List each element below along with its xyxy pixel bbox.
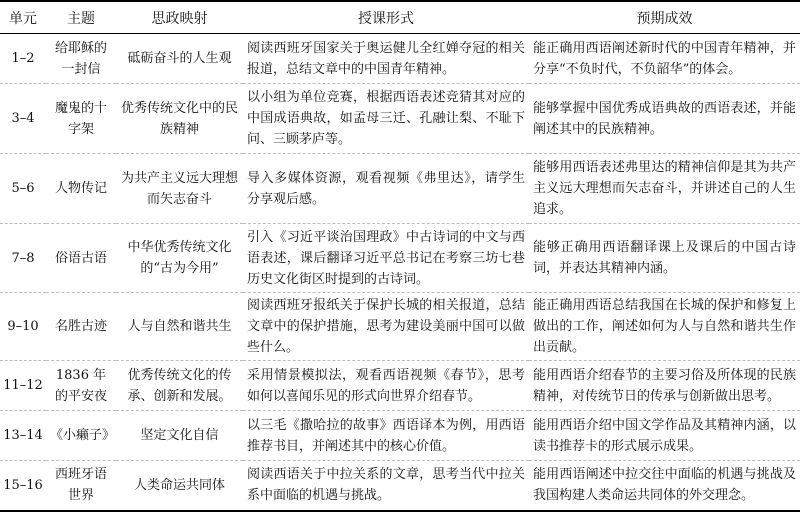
cell-ideology: 为共产主义远大理想而矢志奋斗: [116, 154, 243, 224]
cell-teaching-form: 以三毛《撒哈拉的故事》西语译本为例，用西语推荐书目，并阐述其中的核心价值。: [243, 411, 529, 461]
header-teaching-form: 授课形式: [243, 1, 529, 34]
header-outcome: 预期成效: [529, 1, 800, 34]
table-row: [0, 361, 800, 411]
table-row: [0, 411, 800, 461]
table-row: [0, 461, 800, 511]
cell-ideology: 砥砺奋斗的人生观: [116, 34, 243, 84]
table-row: [0, 293, 800, 361]
cell-outcome: 能够正确用西语翻译课上及课后的中国古诗词，并表达其精神内涵。: [529, 224, 800, 293]
cell-ideology: 中华优秀传统文化的“古为今用”: [116, 224, 243, 293]
cell-outcome: 能够掌握中国优秀成语典故的西语表述，并能阐述其中的民族精神。: [529, 84, 800, 154]
cell-theme: 魔鬼的十字架: [46, 84, 116, 154]
cell-unit: 13–14: [0, 411, 46, 461]
table-row: [0, 154, 800, 224]
cell-unit: 11–12: [0, 361, 46, 411]
cell-theme: 给耶稣的一封信: [46, 34, 116, 84]
cell-theme: 俗语古语: [46, 224, 116, 293]
table-header: [0, 1, 800, 34]
cell-outcome: 能用西语阐述中拉交往中面临的机遇与挑战及我国构建人类命运共同体的外交理念。: [529, 461, 800, 511]
cell-outcome: 能用西语介绍春节的主要习俗及所体现的民族精神，对传统节日的传承与创新做出思考。: [529, 361, 800, 411]
header-theme: 主题: [46, 1, 116, 34]
cell-theme: 名胜古迹: [46, 293, 116, 361]
cell-theme: 人物传记: [46, 154, 116, 224]
cell-theme: 1836 年的平安夜: [46, 361, 116, 411]
cell-unit: 1–2: [0, 34, 46, 84]
cell-unit: 9–10: [0, 293, 46, 361]
cell-unit: 5–6: [0, 154, 46, 224]
cell-outcome: 能正确用西语阐述新时代的中国青年精神，并分享“不负时代，不负韶华”的体会。: [529, 34, 800, 84]
cell-teaching-form: 阅读西班牙国家关于奥运健儿全红婵夺冠的相关报道，总结文章中的中国青年精神。: [243, 34, 529, 84]
cell-theme: 西班牙语世界: [46, 461, 116, 511]
cell-ideology: 优秀传统文化中的民族精神: [116, 84, 243, 154]
cell-ideology: 优秀传统文化的传承、创新和发展。: [116, 361, 243, 411]
header-unit: 单元: [0, 1, 46, 34]
cell-theme: 《小癞子》: [46, 411, 116, 461]
table-row: [0, 34, 800, 84]
cell-teaching-form: 导入多媒体资源，观看视频《弗里达》，请学生分享观后感。: [243, 154, 529, 224]
cell-unit: 3–4: [0, 84, 46, 154]
cell-teaching-form: 阅读西语关于中拉关系的文章，思考当代中拉关系中面临的机遇与挑战。: [243, 461, 529, 511]
cell-unit: 7–8: [0, 224, 46, 293]
cell-outcome: 能正确用西语总结我国在长城的保护和修复上做出的工作，阐述如何为人与自然和谐共生作出贡献。: [529, 293, 800, 361]
cell-teaching-form: 以小组为单位竞赛，根据西语表述竞猜其对应的中国成语典故，如孟母三迁、孔融让梨、不耻下问、三顾茅庐等。: [243, 84, 529, 154]
header-row: [0, 1, 800, 34]
header-ideology: 思政映射: [116, 1, 243, 34]
table-row: [0, 84, 800, 154]
cell-teaching-form: 采用情景模拟法，观看西语视频《春节》，思考如何以喜闻乐见的形式向世界介绍春节。: [243, 361, 529, 411]
cell-teaching-form: 阅读西班牙报纸关于保护长城的相关报道，总结文章中的保护措施，思考为建设美丽中国可以做些什么。: [243, 293, 529, 361]
cell-outcome: 能用西语介绍中国文学作品及其精神内涵，以读书推荐卡的形式展示成果。: [529, 411, 800, 461]
table-body: [0, 34, 800, 511]
table-row: [0, 224, 800, 293]
cell-outcome: 能够用西语表述弗里达的精神信仰是其为共产主义远大理想而矢志奋斗，并讲述自己的人生追求。: [529, 154, 800, 224]
cell-teaching-form: 引入《习近平谈治国理政》中古诗词的中文与西语表述，课后翻译习近平总书记在考察三坊七巷历史文化街区时提到的古诗词。: [243, 224, 529, 293]
cell-unit: 15–16: [0, 461, 46, 511]
cell-ideology: 人与自然和谐共生: [116, 293, 243, 361]
cell-ideology: 坚定文化自信: [116, 411, 243, 461]
cell-ideology: 人类命运共同体: [116, 461, 243, 511]
